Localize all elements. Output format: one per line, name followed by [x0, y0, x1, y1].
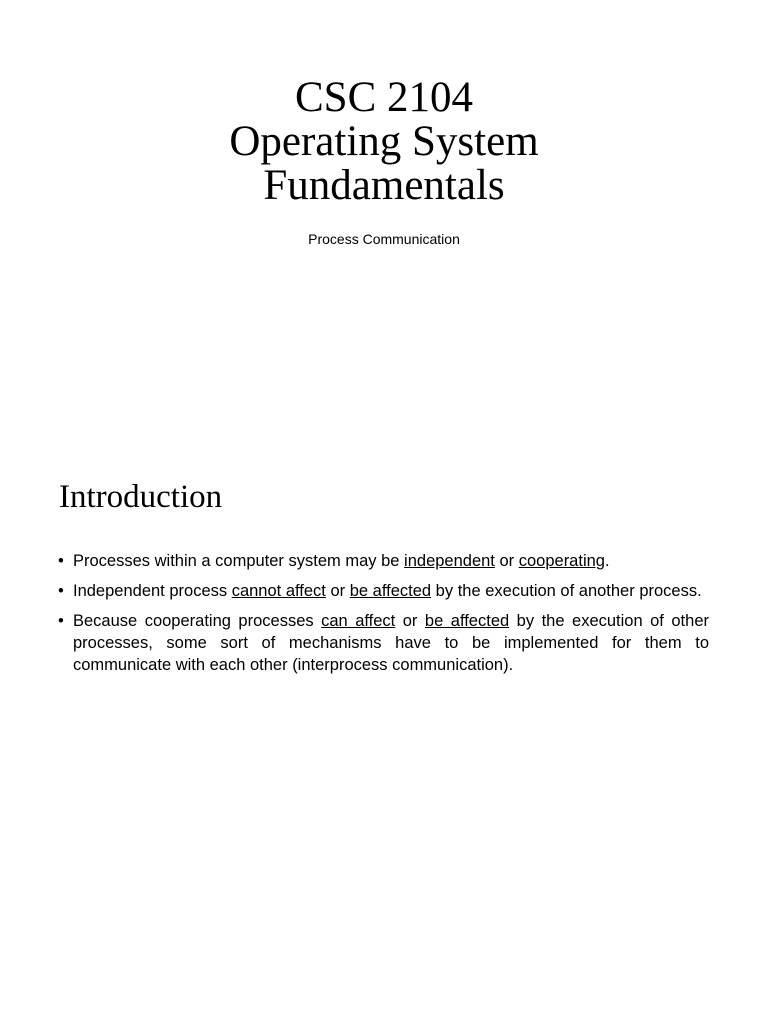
bullet-marker: •: [58, 552, 64, 570]
bullet-text: by the execution of another process.: [431, 582, 702, 600]
slide-subtitle: Process Communication: [308, 231, 460, 247]
bullet-list: [58, 550, 709, 684]
bullet-text: Independent process: [73, 582, 232, 600]
bullet-item: [58, 550, 709, 572]
bullet-text: or: [325, 582, 350, 600]
bullet-text: .: [604, 552, 610, 570]
section-heading: Introduction: [59, 479, 223, 515]
underlined-term: cannot affect: [231, 582, 326, 600]
underlined-term: independent: [404, 552, 495, 570]
underlined-term: be affected: [424, 612, 510, 630]
title-line-course-name-cont: Fundamentals: [263, 162, 505, 209]
bullet-text: or: [494, 552, 519, 570]
bullet-marker: •: [58, 582, 64, 600]
title-line-course-code: CSC 2104: [294, 74, 474, 121]
bullet-marker: •: [58, 612, 64, 630]
bullet-text: by the execution of other processes, some sort of mechanisms have to be implemented for them to communicate with each other (interprocess communication).: [73, 612, 709, 674]
title-line-course-name: Operating System: [229, 118, 539, 165]
underlined-term: can affect: [321, 612, 396, 630]
bullet-text: or: [395, 612, 425, 630]
bullet-text: Processes within a computer system may be: [73, 552, 405, 570]
slide-title: [0, 76, 768, 208]
underlined-term: be affected: [349, 582, 432, 600]
underlined-term: cooperating: [518, 552, 605, 570]
bullet-text: Because cooperating processes: [73, 612, 322, 630]
bullet-item: [58, 610, 709, 676]
bullet-item: [58, 580, 709, 602]
